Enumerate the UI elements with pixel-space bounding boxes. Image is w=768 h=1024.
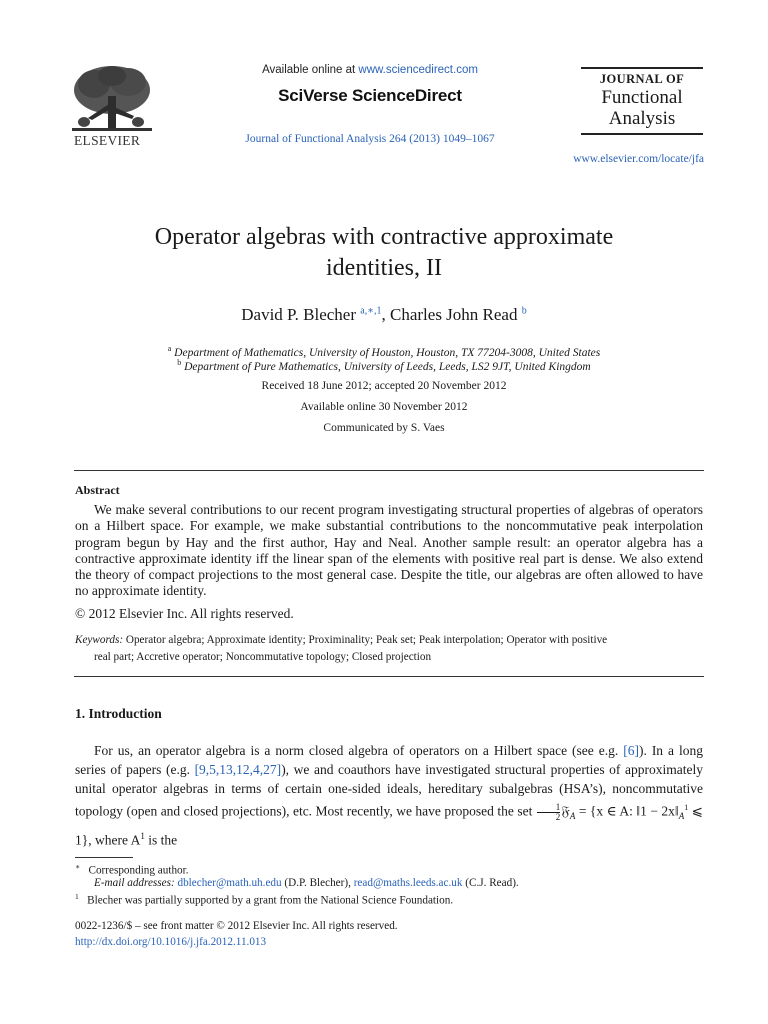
affiliation-mark: a bbox=[167, 344, 172, 353]
intro-text: ). In a long series of papers (e.g. bbox=[75, 743, 703, 778]
journal-url-link[interactable]: www.elsevier.com/locate/jfa bbox=[573, 153, 704, 165]
footnote-mark: 1 bbox=[75, 892, 79, 901]
platform-name: SciVerse ScienceDirect bbox=[278, 86, 462, 105]
journal-title-line2: Functional bbox=[601, 87, 683, 108]
article-title-line1: Operator algebras with contractive approximate bbox=[154, 224, 614, 250]
abstract-heading: Abstract bbox=[75, 483, 120, 497]
footnote-text: Corresponding author. bbox=[88, 864, 189, 877]
math-expression: = {x ∈ A: ‖1 − 2x‖ bbox=[575, 803, 679, 819]
journal-title-line1: JOURNAL OF bbox=[599, 72, 685, 86]
footnote-corresponding bbox=[75, 862, 189, 877]
publisher-name: ELSEVIER bbox=[74, 133, 141, 148]
footnote-funding bbox=[75, 892, 453, 907]
keywords bbox=[75, 632, 703, 665]
intro-text: For us, an operator algebra is a norm closed algebra of operators on a Hilbert space (see e.g. bbox=[94, 743, 624, 758]
author-separator: , bbox=[381, 305, 390, 324]
intro-text: is the bbox=[144, 832, 178, 848]
available-online-date: Available online 30 November 2012 bbox=[300, 401, 468, 413]
journal-title-box bbox=[581, 67, 703, 135]
divider bbox=[74, 470, 704, 471]
intro-paragraph bbox=[75, 741, 703, 849]
journal-citation-link[interactable]: Journal of Functional Analysis 264 (2013) 1049–1067 bbox=[245, 133, 495, 145]
author-name: Charles John Read bbox=[390, 305, 518, 324]
journal-title-line3: Analysis bbox=[608, 108, 676, 129]
affiliation-text: Department of Mathematics, University of Houston, Houston, TX 77204-3008, United States bbox=[174, 346, 601, 359]
citation-link[interactable]: [9,5,13,12,4,27] bbox=[194, 762, 282, 778]
footnote-emails bbox=[94, 877, 519, 889]
citation-link[interactable]: [6] bbox=[623, 743, 639, 758]
author-affiliation-marks[interactable]: b bbox=[521, 305, 527, 317]
math-superscript: 1 bbox=[684, 803, 689, 813]
article-title bbox=[80, 222, 688, 284]
email-link[interactable]: read@maths.leeds.ac.uk bbox=[353, 877, 463, 889]
footnote-text: Blecher was partially supported by a grant from the National Science Foundation. bbox=[87, 894, 454, 907]
affiliation-b bbox=[80, 358, 688, 373]
divider bbox=[74, 676, 704, 677]
fraction-denominator: 2 bbox=[555, 812, 561, 823]
math-symbol: 𝔉 bbox=[561, 803, 570, 819]
math-subscript: A bbox=[569, 811, 576, 822]
sciencedirect-link[interactable]: www.sciencedirect.com bbox=[358, 64, 478, 76]
available-prefix: Available online at bbox=[262, 64, 359, 76]
math-superscript: 1 bbox=[140, 830, 145, 841]
email-owner: (D.P. Blecher), bbox=[281, 877, 354, 889]
footnote-mark: ∗ bbox=[75, 862, 81, 871]
intro-text: ), we and coauthors have investigated structural properties of approximately unital operator algebras in terms of certain one-sided ideals, hereditary subalgebras (HSA’s), noncommutative topology (open and closed projections), etc. Most recently, we have proposed the set bbox=[75, 762, 703, 819]
keywords-label: Keywords: bbox=[75, 634, 124, 646]
abstract-copyright: © 2012 Elsevier Inc. All rights reserved. bbox=[75, 606, 294, 621]
math-fraction bbox=[537, 803, 561, 822]
author-list bbox=[80, 305, 688, 325]
abstract-text: We make several contributions to our recent program investigating structural properties of algebras of operators on a Hilbert space. For example, we make substantial contributions to the noncommutative peak interpolation program begun by Hay and the first author, Hay and Neal. Another sample result: an operator algebra has a contractive approximate identity iff the linear span of the elements with positive real part is dense. We also extend the theory of compact projections to the most general case. Despite the title, our algebras are often allowed to have no approximate identity. bbox=[75, 502, 703, 599]
issn-line: 0022-1236/$ – see front matter © 2012 Elsevier Inc. All rights reserved. bbox=[75, 920, 398, 932]
footnote-rule bbox=[75, 857, 133, 858]
keywords-line1: Operator algebra; Approximate identity; Proximinality; Peak set; Peak interpolation; Operator with positive bbox=[125, 634, 608, 646]
keywords-line2: real part; Accretive operator; Noncommutative topology; Closed projection bbox=[94, 650, 432, 663]
affiliation-text: Department of Pure Mathematics, University of Leeds, Leeds, LS2 9JT, United Kingdom bbox=[184, 360, 591, 373]
fraction-numerator: 1 bbox=[537, 803, 561, 813]
communicated-by: Communicated by S. Vaes bbox=[323, 422, 445, 434]
received-date: Received 18 June 2012; accepted 20 November 2012 bbox=[261, 380, 507, 392]
email-label: E-mail addresses: bbox=[94, 877, 175, 889]
affiliation-mark: b bbox=[177, 358, 182, 367]
doi-link[interactable]: http://dx.doi.org/10.1016/j.jfa.2012.11.013 bbox=[75, 936, 267, 948]
math-subscript: A bbox=[678, 811, 685, 822]
email-link[interactable]: dblecher@math.uh.edu bbox=[177, 877, 282, 889]
author-affiliation-marks[interactable]: a,∗,1 bbox=[360, 305, 382, 317]
article-title-line2: identities, II bbox=[326, 255, 442, 281]
email-owner: (C.J. Read). bbox=[462, 877, 519, 889]
affiliation-a bbox=[80, 344, 688, 359]
section-heading: 1. Introduction bbox=[75, 706, 162, 721]
author-name: David P. Blecher bbox=[241, 305, 356, 324]
available-online-line bbox=[240, 64, 500, 76]
math-expression: ⩽ 1}, where A bbox=[75, 803, 703, 848]
